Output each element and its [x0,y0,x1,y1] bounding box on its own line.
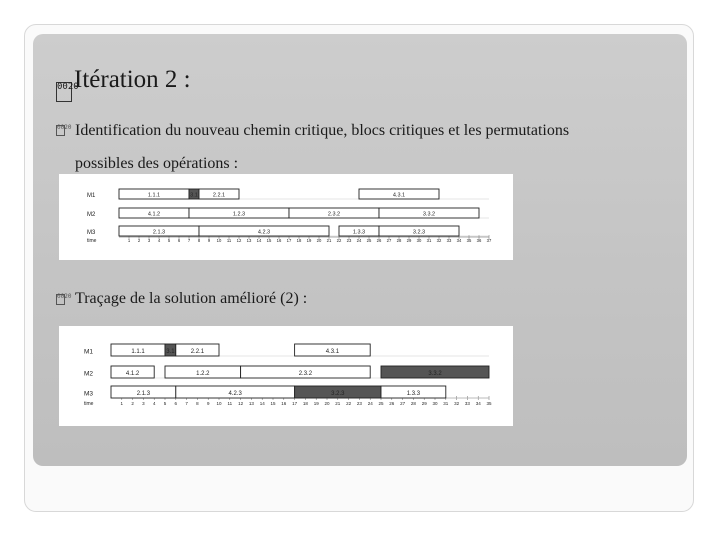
time-tick-label: 19 [313,401,319,406]
time-tick-label: 23 [346,238,352,243]
time-tick-label: 34 [475,401,481,406]
time-tick-label: 7 [187,238,191,243]
time-tick-label: 35 [486,401,492,406]
operation-label: 1.2.2 [196,371,210,378]
operation-label: 4.1.2 [147,211,161,218]
time-tick-label: 28 [410,401,416,406]
time-tick-label: 13 [248,401,254,406]
gantt-1-svg [59,174,513,260]
time-tick-label: 22 [336,238,342,243]
time-tick-label: 16 [276,238,282,243]
operation-label: 2.1.3 [136,391,151,398]
time-tick-label: 18 [296,238,302,243]
time-tick-label: 32 [454,401,460,406]
machine-label: M2 [87,211,96,218]
time-tick-label: 2 [137,238,141,243]
time-tick-label: 4 [157,238,161,243]
time-tick-label: 1 [120,401,124,406]
machine-label: M3 [87,229,96,236]
operation-label: 3.3.2 [428,371,442,378]
operation-label: 4.1.2 [125,371,140,378]
time-tick-label: 22 [346,401,352,406]
gantt-chart-iteration-2 [59,174,513,260]
time-tick-label: 27 [386,238,392,243]
operation-label: 2.3.2 [298,371,313,378]
time-tick-label: 25 [366,238,372,243]
time-tick-label: 31 [443,401,449,406]
time-tick-label: 14 [256,238,262,243]
time-tick-label: 27 [400,401,406,406]
time-tick-label: 17 [286,238,292,243]
time-tick-label: 21 [335,401,341,406]
time-tick-label: 6 [177,238,181,243]
time-tick-label: 8 [197,238,201,243]
time-tick-label: 29 [421,401,427,406]
operation-label: 1.3.3 [352,229,366,236]
time-tick-label: 2 [131,401,134,406]
time-tick-label: 26 [376,238,382,243]
time-tick-label: 29 [406,238,412,243]
time-tick-label: 37 [486,238,492,243]
time-tick-label: 13 [246,238,252,243]
operation-label: 2.1.3 [152,229,166,236]
bullet-1-line-2: possibles des opérations : [75,155,239,172]
bullet-2-line-1: Traçage de la solution amélioré (2) : [75,290,308,307]
operation-label: 2.2.1 [190,349,205,356]
time-tick-label: 11 [226,238,232,243]
time-tick-label: 23 [356,401,362,406]
time-tick-label: 3 [147,238,151,243]
operation-label: 1.3.3 [406,391,421,398]
machine-label: M3 [84,390,94,398]
time-tick-label: 12 [236,238,242,243]
time-tick-label: 5 [163,401,167,406]
time-tick-label: 24 [367,401,373,406]
machine-label: M2 [84,370,94,378]
time-tick-label: 34 [456,238,462,243]
machine-label: M1 [87,192,96,199]
operation-label: 3.2.3 [331,391,345,398]
time-axis-label: time [84,401,94,407]
bullet-box-icon: 0020 [56,294,65,305]
time-tick-label: 28 [396,238,402,243]
time-tick-label: 20 [324,401,330,406]
time-tick-label: 15 [270,401,276,406]
time-tick-label: 18 [302,401,308,406]
bullet-box-icon: 0020 [56,125,65,136]
operation-label: 3.1 [166,349,175,356]
gantt-2-svg [59,326,513,426]
time-tick-label: 8 [196,401,199,406]
time-tick-label: 10 [216,401,222,406]
missing-glyph-icon: 0020 [56,82,72,102]
time-tick-label: 26 [389,401,395,406]
time-tick-label: 7 [185,401,188,406]
time-tick-label: 19 [306,238,312,243]
time-tick-label: 30 [432,401,438,406]
time-tick-label: 11 [227,401,233,406]
operation-label: 1.2.3 [232,211,246,218]
operation-label: 2.3.2 [327,211,341,218]
machine-label: M1 [84,348,94,356]
time-tick-label: 32 [436,238,442,243]
time-tick-label: 17 [292,401,298,406]
time-tick-label: 16 [281,401,287,406]
title-text: Itération 2 : [74,66,191,93]
time-tick-label: 33 [464,401,470,406]
time-tick-label: 9 [207,238,211,243]
time-tick-label: 20 [316,238,322,243]
time-tick-label: 25 [378,401,384,406]
slide-title [56,66,191,102]
time-tick-label: 21 [326,238,332,243]
operation-label: 1.1.1 [147,192,161,199]
time-tick-label: 31 [426,238,432,243]
time-tick-label: 5 [167,238,171,243]
operation-label: 1.1.1 [131,349,145,356]
time-tick-label: 4 [152,401,156,406]
time-tick-label: 1 [127,238,131,243]
operation-label: 4.3.1 [325,349,340,356]
operation-label: 2.2.1 [212,192,226,199]
time-tick-label: 30 [416,238,422,243]
operation-label: 4.2.3 [257,229,271,236]
bullet-1-line-1: Identification du nouveau chemin critique, blocs critiques et les permutations [75,122,570,139]
time-tick-label: 12 [238,401,244,406]
operation-label: 4.2.3 [228,391,242,398]
time-axis-label: time [87,238,97,244]
time-tick-label: 24 [356,238,362,243]
gantt-chart-improved-solution [59,326,513,426]
time-tick-label: 36 [476,238,482,243]
operation-label: 3.2.3 [412,229,426,236]
time-tick-label: 9 [206,401,210,406]
time-tick-label: 6 [174,401,178,406]
operation-label: 3.3.2 [422,211,436,218]
time-tick-label: 15 [266,238,272,243]
time-tick-label: 33 [446,238,452,243]
time-tick-label: 3 [142,401,145,406]
time-tick-label: 10 [216,238,222,243]
operation-label: 4.3.1 [392,192,406,199]
operation-label: 3.1 [190,192,198,199]
time-tick-label: 35 [466,238,472,243]
time-tick-label: 14 [259,401,265,406]
